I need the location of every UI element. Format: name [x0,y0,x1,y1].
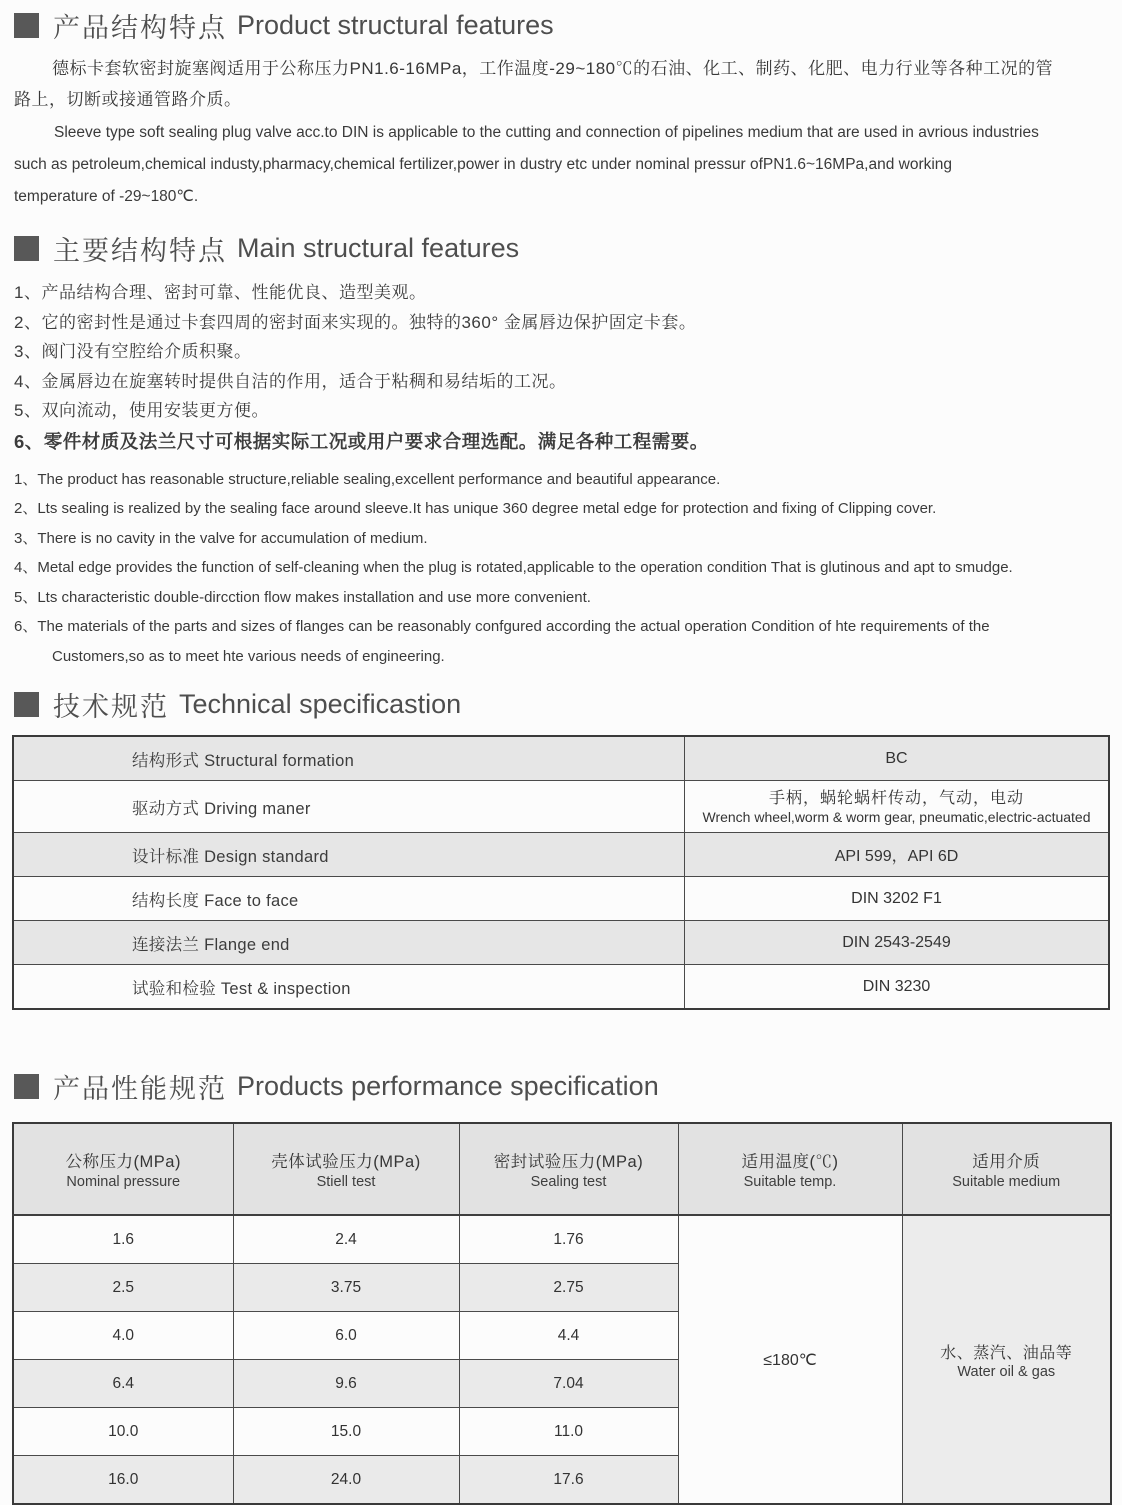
column-header [13,1123,233,1215]
column-header [233,1123,459,1215]
section2-title-zh: 主要结构特点 [53,236,227,266]
sealing-test-value: 7.04 [459,1360,678,1408]
sealing-test-value: 17.6 [459,1456,678,1505]
pressure-value: 1.6 [13,1215,233,1264]
section4-title-zh: 产品性能规范 [53,1074,227,1104]
intro-en-line: temperature of -29~180℃. [14,188,199,205]
section3-title-en: Technical specificastion [179,689,462,719]
intro-paragraph-en [14,117,1110,213]
spec-label: 驱动方式 Driving maner [13,781,685,833]
spec-value-en: Wrench wheel,worm & worm gear, pneumatic,electric-actuated [702,808,1091,825]
section1-title-en: Product structural features [237,10,554,40]
list-item-continuation: Customers,so as to meet hte various needs of engineering. [52,647,445,665]
section-header-product-structural-features [14,6,1110,45]
intro-en-line: such as petroleum,chemical industy,pharmacy,chemical fertilizer,power in dustry etc under nominal pressur ofPN1.6~16MPa,and working [14,156,953,173]
header-zh: 适用介质 [972,1153,1041,1171]
spec-label: 结构形式 Structural formation [13,736,685,781]
table-row [13,833,1109,877]
table-row [13,1215,1111,1264]
shell-test-value: 3.75 [233,1264,459,1312]
header-zh: 适用温度(℃) [741,1153,839,1171]
shell-test-value: 9.6 [233,1360,459,1408]
pressure-value: 4.0 [13,1312,233,1360]
section-header-products-performance [14,1067,1110,1106]
column-header [902,1123,1111,1215]
performance-table [12,1122,1112,1505]
list-item: 5、Lts characteristic double-dircction flow makes installation and use more convenient. [14,588,591,606]
section-bullet-square-icon [14,13,39,38]
spec-label: 设计标准 Design standard [13,833,685,877]
spec-value: BC [685,736,1110,781]
list-item: 3、There is no cavity in the valve for accumulation of medium. [14,529,428,547]
technical-spec-table [12,735,1110,1010]
medium-en: Water oil & gas [957,1363,1056,1380]
table-row [13,781,1109,833]
section4-title-en: Products performance specification [237,1071,659,1101]
header-en: Suitable temp. [743,1174,837,1190]
spec-label: 试验和检验 Test & inspection [13,965,685,1010]
section-header-main-structural-features [14,229,1110,268]
intro-en-line: Sleeve type soft sealing plug valve acc.to DIN is applicable to the cutting and connection of pipelines medium that are used in avrious industries [54,124,1039,141]
spec-value: DIN 3230 [685,965,1110,1010]
sealing-test-value: 4.4 [459,1312,678,1360]
list-item: 3、阀门没有空腔给介质积聚。 [14,342,252,361]
table-row [13,921,1109,965]
sealing-test-value: 11.0 [459,1408,678,1456]
table-header-row [13,1123,1111,1215]
medium-zh: 水、蒸汽、油品等 [940,1344,1073,1362]
spec-value-zh: 手柄，蜗轮蜗杆传动，气动，电动 [768,789,1024,807]
header-en: Stiell test [316,1174,376,1190]
shell-test-value: 15.0 [233,1408,459,1456]
list-item: 6、零件材质及法兰尺寸可根据实际工况或用户要求合理选配。满足各种工程需要。 [14,430,709,452]
list-item: 6、The materials of the parts and sizes of flanges can be reasonably confgured according the actual operation Condition of hte requirements of the [14,618,990,635]
pressure-value: 16.0 [13,1456,233,1505]
section-header-technical-specification [14,685,1110,724]
sealing-test-value: 1.76 [459,1215,678,1264]
suitable-medium-cell [902,1215,1111,1504]
shell-test-value: 24.0 [233,1456,459,1505]
column-header [459,1123,678,1215]
spec-label: 结构长度 Face to face [13,877,685,921]
sealing-test-value: 2.75 [459,1264,678,1312]
intro-zh-line: 路上，切断或接通管路介质。 [14,90,242,109]
shell-test-value: 6.0 [233,1312,459,1360]
spec-value: DIN 3202 F1 [685,877,1110,921]
header-en: Sealing test [530,1174,607,1190]
intro-paragraph-zh [14,53,1110,115]
section1-title-zh: 产品结构特点 [53,13,227,43]
shell-test-value: 2.4 [233,1215,459,1264]
header-zh: 壳体试验压力(MPa) [271,1153,421,1171]
list-item: 1、The product has reasonable structure,reliable sealing,excellent performance and beautiful appearance. [14,470,721,488]
header-en: Suitable medium [952,1174,1061,1190]
table-row [13,877,1109,921]
list-item: 2、它的密封性是通过卡套四周的密封面来实现的。独特的360° 金属唇边保护固定卡套。 [14,312,697,332]
features-list-en [14,465,1110,672]
section3-title-zh: 技术规范 [53,692,169,722]
section-bullet-square-icon [14,1074,39,1099]
spec-value [685,781,1110,833]
column-header [678,1123,902,1215]
pressure-value: 2.5 [13,1264,233,1312]
list-item: 4、Metal edge provides the function of self-cleaning when the plug is rotated,applicable to the operation condition That is glutinous and apt to smudge. [14,559,1013,576]
spec-label: 连接法兰 Flange end [13,921,685,965]
section-bullet-square-icon [14,236,39,261]
spec-value: DIN 2543-2549 [685,921,1110,965]
header-zh: 密封试验压力(MPa) [493,1153,644,1171]
suitable-temp-cell: ≤180℃ [678,1215,902,1504]
header-zh: 公称压力(MPa) [65,1153,181,1171]
section-bullet-square-icon [14,692,39,717]
spec-value: API 599，API 6D [685,833,1110,877]
header-en: Nominal pressure [66,1174,181,1190]
pressure-value: 10.0 [13,1408,233,1456]
list-item: 1、产品结构合理、密封可靠、性能优良、造型美观。 [14,283,427,302]
features-list-zh [14,278,1110,457]
list-item: 5、双向流动，使用安装更方便。 [14,401,269,420]
list-item: 2、Lts sealing is realized by the sealing face around sleeve.It has unique 360 degree metal edge for protection and fixing of Clipping cover. [14,500,937,517]
table-row [13,965,1109,1010]
table-row [13,736,1109,781]
section2-title-en: Main structural features [237,233,520,263]
intro-zh-line: 德标卡套软密封旋塞阀适用于公称压力PN1.6-16MPa，工作温度-29~180℃的石油、化工、制药、化肥、电力行业等各种工况的管 [52,59,1054,78]
pressure-value: 6.4 [13,1360,233,1408]
list-item: 4、金属唇边在旋塞转时提供自洁的作用，适合于粘稠和易结垢的工况。 [14,371,567,391]
